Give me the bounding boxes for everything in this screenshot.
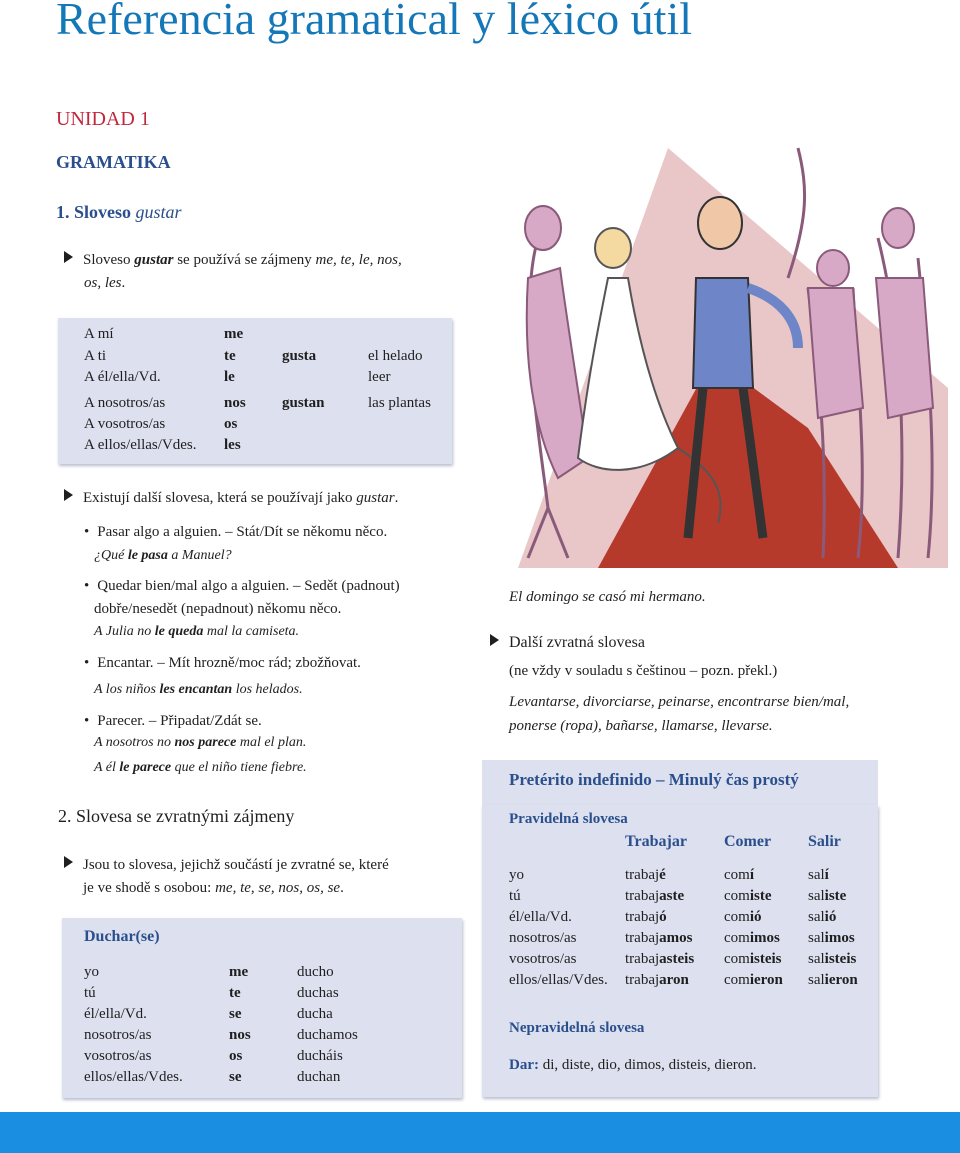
duchar-cell: te <box>229 985 241 1001</box>
arrow-bullet-icon <box>64 856 73 868</box>
conjugated-form: comieron <box>724 972 783 988</box>
duchar-title: Duchar(se) <box>84 928 160 945</box>
verb-quedar: • Quedar bien/mal algo a alguien. – Sedět (padnout) <box>84 575 400 598</box>
conjugated-form: trabajé <box>625 867 666 883</box>
gustar-cell: les <box>224 437 241 453</box>
person-label: vosotros/as <box>509 951 577 967</box>
duchar-cell: duchamos <box>297 1027 358 1043</box>
unit-label: UNIDAD 1 <box>56 108 150 130</box>
person-label: yo <box>509 867 524 883</box>
gustar-cell: A él/ella/Vd. <box>84 369 161 385</box>
duchar-cell: nosotros/as <box>84 1027 152 1043</box>
gustar-cell: nos <box>224 395 246 411</box>
gustar-cell: las plantas <box>368 395 431 411</box>
reflexive-list-2: ponerse (ropa), bañarse, llamarse, llevarse. <box>509 718 773 734</box>
wedding-dance-illustration <box>478 128 960 578</box>
gustar-cell: os <box>224 416 238 432</box>
conjugated-form: comisteis <box>724 951 782 967</box>
gustar-cell: A vosotros/as <box>84 416 166 432</box>
duchar-cell: duchan <box>297 1069 341 1085</box>
conjugated-form: comimos <box>724 930 780 946</box>
arrow-bullet-icon <box>64 251 73 263</box>
gustar-cell: gusta <box>282 348 317 364</box>
regular-verbs-title: Pravidelná slovesa <box>509 811 628 827</box>
duchar-cell: os <box>229 1048 243 1064</box>
duchar-cell: él/ella/Vd. <box>84 1006 147 1022</box>
conjugated-form: trabajasteis <box>625 951 695 967</box>
example-quedar: A Julia no le queda mal la camiseta. <box>94 624 300 639</box>
duchar-cell: ellos/ellas/Vdes. <box>84 1069 183 1085</box>
duchar-cell: ducháis <box>297 1048 343 1064</box>
reflexive-list-1: Levantarse, divorciarse, peinarse, encontrarse bien/mal, <box>509 694 850 710</box>
conjugated-form: trabajaste <box>625 888 685 904</box>
duchar-cell: nos <box>229 1027 251 1043</box>
conjugated-form: salimos <box>808 930 855 946</box>
duchar-cell: tú <box>84 985 96 1001</box>
conjugation-column-header: Comer <box>724 833 772 850</box>
page-title: Referencia gramatical y léxico útil <box>56 0 693 44</box>
intro-gustar: Sloveso gustar se používá se zájmeny me, te, le, nos, os, les. <box>64 249 464 295</box>
conjugated-form: salieron <box>808 972 858 988</box>
duchar-cell: duchas <box>297 985 339 1001</box>
conjugated-form: trabajamos <box>625 930 693 946</box>
grammar-heading: GRAMATIKA <box>56 152 171 172</box>
conjugated-form: saliste <box>808 888 847 904</box>
arrow-bullet-icon <box>490 634 499 646</box>
duchar-cell: me <box>229 964 249 980</box>
person-label: nosotros/as <box>509 930 577 946</box>
person-label: tú <box>509 888 521 904</box>
section1-heading: 1. Sloveso gustar <box>56 202 182 222</box>
duchar-cell: ducha <box>297 1006 333 1022</box>
person-label: ellos/ellas/Vdes. <box>509 972 608 988</box>
verb-quedar-cont: dobře/nesedět (nepadnout) někomu něco. <box>94 601 342 617</box>
conjugated-form: trabajó <box>625 909 667 925</box>
gustar-cell: A ellos/ellas/Vdes. <box>84 437 197 453</box>
person-label: él/ella/Vd. <box>509 909 572 925</box>
conjugated-form: comiste <box>724 888 772 904</box>
conjugation-column-header: Trabajar <box>625 833 687 850</box>
gustar-cell: leer <box>368 369 391 385</box>
duchar-cell: se <box>229 1006 242 1022</box>
gustar-cell: te <box>224 348 236 364</box>
example-pasar: ¿Qué le pasa a Manuel? <box>94 548 232 563</box>
verb-pasar: • Pasar algo a alguien. – Stát/Dít se někomu něco. <box>84 521 387 544</box>
conjugated-form: salí <box>808 867 829 883</box>
bottom-bar <box>0 1112 960 1153</box>
irregular-verbs-title: Nepravidelná slovesa <box>509 1020 645 1036</box>
reflexive-note: (ne vždy v souladu s češtinou – pozn. překl.) <box>509 663 778 679</box>
verb-encantar: • Encantar. – Mít hrozně/moc rád; zbožňovat. <box>84 652 361 675</box>
gustar-cell: el helado <box>368 348 423 364</box>
duchar-cell: vosotros/as <box>84 1048 152 1064</box>
duchar-cell: yo <box>84 964 99 980</box>
preterite-title: Pretérito indefinido – Minulý čas prostý <box>509 770 799 789</box>
gustar-cell: me <box>224 326 244 342</box>
conjugated-form: salisteis <box>808 951 857 967</box>
duchar-cell: se <box>229 1069 242 1085</box>
conjugated-form: salió <box>808 909 837 925</box>
gustar-cell: A mí <box>84 326 114 342</box>
conjugated-form: comió <box>724 909 762 925</box>
dar-forms: Dar: di, diste, dio, dimos, disteis, dieron. <box>509 1057 757 1073</box>
example-encantar: A los niños les encantan los helados. <box>94 682 303 697</box>
conjugation-column-header: Salir <box>808 833 841 850</box>
conjugated-form: trabajaron <box>625 972 689 988</box>
conjugated-form: comí <box>724 867 754 883</box>
verb-parecer: • Parecer. – Připadat/Zdát se. <box>84 710 262 733</box>
intro-reflexive: Jsou to slovesa, jejichž součástí je zvratné se, které je ve shodě s osobou: me, te, se, nos, os, se. <box>64 854 464 900</box>
gustar-cell: A nosotros/as <box>84 395 166 411</box>
example-casarse: El domingo se casó mi hermano. <box>509 589 706 605</box>
example-parecer-1: A nosotros no nos parece mal el plan. <box>94 735 307 750</box>
duchar-cell: ducho <box>297 964 334 980</box>
gustar-cell: le <box>224 369 235 385</box>
reflexive-title: Další zvratná slovesa <box>490 634 645 652</box>
gustar-cell: gustan <box>282 395 325 411</box>
section2-heading: 2. Slovesa se zvratnými zájmeny <box>58 806 295 826</box>
intro-similar-verbs: Existují další slovesa, která se používají jako gustar. <box>64 487 398 510</box>
arrow-bullet-icon <box>64 489 73 501</box>
example-parecer-2: A él le parece que el niño tiene fiebre. <box>94 760 307 775</box>
gustar-cell: A ti <box>84 348 107 364</box>
